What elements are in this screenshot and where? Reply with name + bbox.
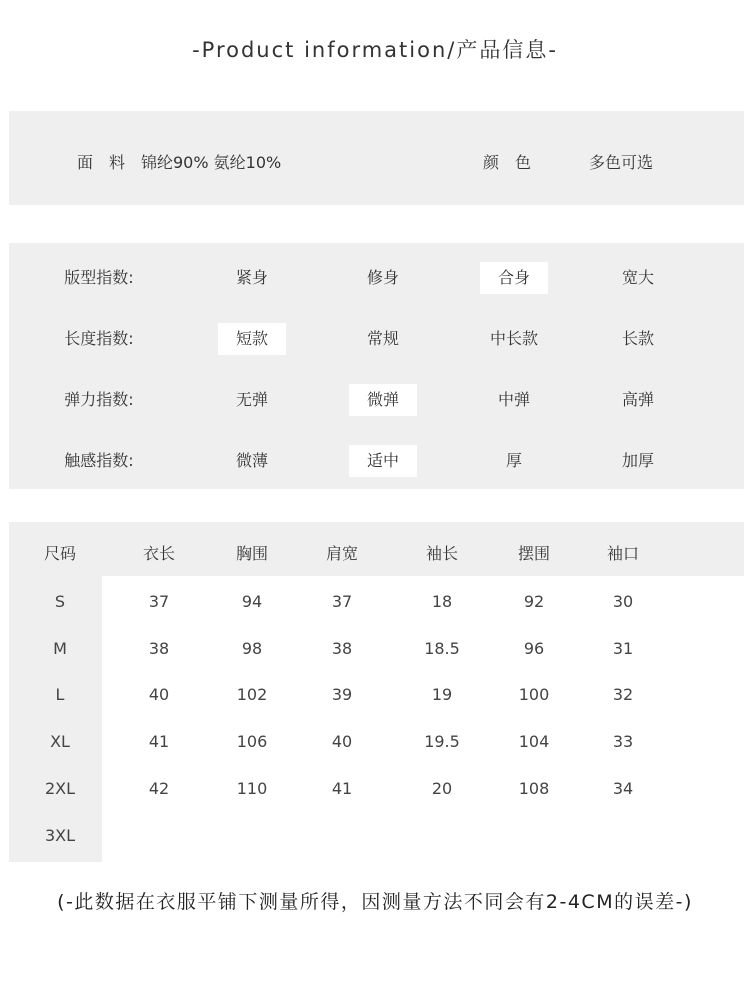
- table-cell: 37: [331, 592, 353, 611]
- table-cell: 108: [518, 779, 550, 798]
- size-label: 3XL: [44, 826, 76, 845]
- table-cell: 38: [148, 639, 170, 658]
- table-cell: 41: [331, 779, 353, 798]
- table-header-cell: 尺码: [43, 544, 76, 563]
- table-cell: 19: [431, 685, 453, 704]
- index-option: 加厚: [621, 451, 654, 470]
- index-option: 常规: [366, 329, 399, 348]
- table-cell: 41: [148, 732, 170, 751]
- size-label: XL: [50, 732, 70, 751]
- table-cell: 32: [612, 685, 634, 704]
- color-label: 颜 色: [482, 153, 531, 172]
- index-option: 中长款: [489, 329, 538, 348]
- index-option: 紧身: [235, 268, 268, 287]
- table-header-cell: 袖长: [425, 544, 458, 563]
- index-option-selected: 合身: [480, 262, 548, 294]
- index-option-selected: 短款: [218, 323, 286, 355]
- color-value: 多色可选: [588, 153, 653, 172]
- table-header-cell: 袖口: [606, 544, 639, 563]
- table-cell: 30: [612, 592, 634, 611]
- table-cell: 92: [523, 592, 545, 611]
- index-option-selected: 微弹: [349, 384, 417, 416]
- table-cell: 110: [236, 779, 268, 798]
- table-cell: 33: [612, 732, 634, 751]
- index-option: 微薄: [235, 451, 268, 470]
- index-option: 厚: [505, 451, 522, 470]
- table-cell: 102: [236, 685, 268, 704]
- material-value: 锦纶90% 氨纶10%: [141, 153, 282, 172]
- index-label: 版型指数:: [64, 268, 134, 287]
- table-header-cell: 胸围: [235, 544, 268, 563]
- index-option: 中弹: [497, 390, 530, 409]
- table-cell: 39: [331, 685, 353, 704]
- index-option: 长款: [621, 329, 654, 348]
- size-label: 2XL: [44, 779, 76, 798]
- index-option: 无弹: [235, 390, 268, 409]
- index-option: 修身: [366, 268, 399, 287]
- measurement-note: (-此数据在衣服平铺下测量所得，因测量方法不同会有2-4CM的误差-): [57, 891, 693, 913]
- table-cell: 100: [518, 685, 550, 704]
- table-cell: 18.5: [424, 639, 460, 658]
- index-panel: [9, 243, 744, 489]
- table-header-cell: 肩宽: [325, 544, 358, 563]
- table-cell: 104: [518, 732, 550, 751]
- index-label: 长度指数:: [64, 329, 134, 348]
- table-cell: 98: [241, 639, 263, 658]
- table-cell: 40: [331, 732, 353, 751]
- index-option: 宽大: [621, 268, 654, 287]
- table-cell: 42: [148, 779, 170, 798]
- index-label: 触感指数:: [64, 451, 134, 470]
- material-label: 面 料: [76, 153, 125, 172]
- index-option-selected: 适中: [349, 445, 417, 477]
- table-header-cell: 衣长: [142, 544, 175, 563]
- index-option: 高弹: [621, 390, 654, 409]
- table-cell: 19.5: [424, 732, 460, 751]
- table-cell: 38: [331, 639, 353, 658]
- table-cell: 34: [612, 779, 634, 798]
- table-cell: 18: [431, 592, 453, 611]
- table-cell: 94: [241, 592, 263, 611]
- size-label: L: [55, 685, 65, 704]
- size-label: S: [54, 592, 66, 611]
- table-cell: 96: [523, 639, 545, 658]
- table-cell: 37: [148, 592, 170, 611]
- index-label: 弹力指数:: [64, 390, 134, 409]
- size-column-background: [9, 576, 102, 862]
- material-panel: [9, 111, 744, 205]
- table-header-cell: 摆围: [517, 544, 550, 563]
- table-cell: 20: [431, 779, 453, 798]
- table-cell: 31: [612, 639, 634, 658]
- table-cell: 106: [236, 732, 268, 751]
- size-label: M: [53, 639, 67, 658]
- page-title: -Product information/产品信息-: [192, 38, 558, 62]
- size-table-header: [9, 522, 744, 576]
- table-cell: 40: [148, 685, 170, 704]
